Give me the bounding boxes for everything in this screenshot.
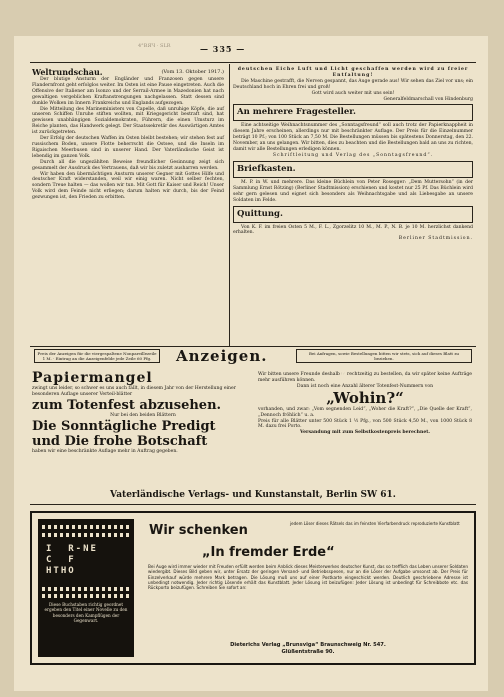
book-title: „In fremder Erde“ — [202, 545, 335, 560]
wohin-text: Preis für alle Blätter unter 500 Stück 1 ½ Pfg., von 500 Stück 4,50 M., von 1000 Stück 8 M. dazu frei Porto. — [258, 418, 472, 430]
article-paragraph: Der blutige Ansturm der Engländer und Franzosen gegen unsere Flandernfront geht erfolglos weiter. Im Osten ist eine Pause eingetreten. Auch die Offensive der Italiener am Isonzo und der Serrail-Armee in Mazedonien hat nach gewaltigen vergeblichen Kraftanstrengungen nachgelassen. Statt dessen sind dunkle Wolken im Innern Frankreichs und Englands aufgezogen. — [32, 77, 224, 106]
reference-box: Bei Anfragen, sowie Bestellungen bitten wir stets, sich auf dieses Blatt zu beziehen. — [296, 349, 472, 363]
wir-schenken-heading: Wir schenken — [149, 523, 248, 538]
verlag-line: Vaterländische Verlags- und Kunstanstalt, Berlin SW 61. — [110, 490, 396, 500]
article-date: (Vom 13. Oktober 1917.) — [161, 69, 224, 75]
decorative-strip — [42, 525, 130, 529]
papiermangel-ad — [32, 370, 254, 455]
article-paragraph: Wir haben den übermächtigen Ansturm unserer Gegner mit Gottes Hilfe und deutscher Kraft widerstanden, weil wir einig waren. Nicht selber fechten, sondern Treue halten — das wollen wir tun. Mit Gott für Kaiser und Reich! Unser Volk wird dem Feinde nicht erliegen; darum halten wir durch, bis der Feind gezwungen ist, den Frieden zu erbitten. — [32, 171, 224, 201]
puzzle-line: HTHO — [46, 566, 76, 576]
puzzle-instructions: Diese Buchstaben richtig geordnet ergeben den Titel einer Novelle zu den besonders den Kampflügen der Gegenwart. — [44, 602, 128, 624]
wohin-text: Versandung mit zum Selbstkostenpreis berechnet. — [299, 430, 431, 436]
puzzle-advertisement — [30, 511, 476, 665]
quittung-sign: Berliner Stadtmission. — [398, 236, 473, 242]
puzzle-line: I R-NE — [46, 544, 98, 554]
article-paragraph: Durch all die ungezählten Beweise freundlicher Gesinnung zeigt sich gesammelt der Ausdruck des Vertrauens, daß wir bis zuletzt ausharren werden. — [32, 159, 224, 171]
puzzle-panel — [38, 519, 134, 657]
briefkasten-title: Briefkasten. — [237, 163, 296, 174]
botschaft-heading: und Die frohe Botschaft — [32, 433, 208, 449]
publisher-address: Glüßentstraße 90. — [281, 648, 335, 655]
price-box: Preis der Anzeigen für die viergespaltene Nonpareillezeile 1 M. · Eintrag an die Anzeigenfelde jede Zeile 60 Pfg. — [34, 349, 160, 363]
publisher-name: Dieterichs Verlag „Brunsviga“ Braunschweig Nr. 547. — [230, 642, 386, 648]
briefkasten-text: M. P. in W. und mehrere. Das kleine Büchlein von Peter Rosegger: „Dem Muttersohn“ (in der Sammlung Ernst Rötzing) (Berliner Stadtmission) erschienen und kostet nur 25 Pf. Das Büchlein wird sehr gern gelesen und eignet sich besonders als Weihnachtsgabe und als Liebesgabe an unsere Soldaten im Felde. — [233, 179, 473, 203]
verlag-rule — [30, 504, 476, 505]
anzeigen-heading: Anzeigen. — [176, 347, 268, 365]
decorative-strip — [42, 587, 130, 591]
hindenburg-text: Die Maschine gestrafft, die Nerven gespannt, das Auge gerade aus! Wir sehen das Ziel vor uns; ein Deutschland hoch in Ehren frei und groß! — [233, 78, 473, 90]
papiermangel-text: zwingt uns leider, so schwer es uns auch fällt, in diesem Jahr von der Herstellung einer besonderen Auflage unserer Verteil-blätter — [32, 386, 236, 397]
wohin-text: vorhanden, und zwar: „Vom segnenden Leid“, „Woher die Kraft?“, „Die Quelle der Kraft“, „Dennoch fröhlich“ u. a. — [258, 406, 472, 418]
wohin-ad — [258, 372, 472, 436]
ad-body — [148, 564, 468, 590]
article-title: Weltrundschau. — [32, 67, 103, 77]
wohin-text: Wir bitten unsere Freunde deshalb ☞ rechtzeitig zu bestellen, da wir später keine Aufträge mehr ausführen können. — [258, 372, 472, 383]
hindenburg-text: Gott wird auch weiter mit uns sein! — [311, 90, 395, 96]
weltrundschau-article — [32, 67, 224, 345]
decorative-strip — [42, 533, 130, 537]
wohin-heading: „Wohin?“ — [326, 388, 404, 407]
fragesteller-text: Eine achtseitige Weihnachtsnummer des „Sonntagsfreund“ soll auch trotz der Papierknappheit in diesem Jahre erscheinen, allerdings nur mit beschränkter Auflage. Der Preis für die Einzelnummer beträgt 10 Pf.; von 100 Stück an 7,50 M. Die Bestellungen müssen bis spätestens Donnerstag, den 22. November, an uns gelangen. Wir bitten, dies zu beachten und die Bestellungen bald an uns zu richten, damit wir alle Bestellungen erledigen können. — [233, 123, 473, 153]
page-number: — 335 — — [200, 44, 246, 54]
quittung-box — [233, 206, 473, 223]
hindenburg-signature: Generalfeldmarschall von Hindenburg — [383, 96, 473, 102]
papiermangel-heading: Papiermangel — [32, 370, 153, 386]
quittung-text: Von K. F. im freien Osten 5 M., F. L., Zgorzelitz 10 M., M. P., N. B. je 10 M. herzlichst dankend erhalten. — [233, 224, 473, 236]
puzzle-letters — [46, 544, 98, 577]
ad-body-text: Bei Auge wird immer wieder mit Freuden erfüllt werden beim Anblick dieses Meisterwerkes deutscher Kunst, das so trefflich das Leben unserer Soldaten wiedergibt. Dieses Bild geben wir, unter Ersatz der geringen Versand- und Betriebsspesen, nur an die Löser der Aufgabe umsonst ab. Der Preis für Einzelverkauf würde mehrere Mark betragen. Die Lösung muß uns auf einer Postkarte eingeschickt werden. Deutlich geschriebene Adresse ist unbedingt notwendig. Jeder richtig Lösende erhält das Kunstblatt. Jeder Lösung ist beizufügen: — [148, 564, 468, 585]
totenfest-heading: zum Totenfest abzusehen. — [32, 397, 222, 413]
article-paragraph: Der Erfolg der deutschen Waffen im Osten bleibt bestehen; wir stehen fest auf russischem Boden, unsere Flotte beherrscht die Ostsee, und die Inseln im Rigaischen Meerbusen sind in unserer Hand. Der Vaterländische Geist ist lebendig im ganzen Volk. — [32, 136, 224, 159]
predigt-note: haben wir eine beschränkte Auflage mehr in Auftrag gegeben. — [32, 448, 178, 454]
briefkasten-box — [233, 161, 473, 178]
publisher-info — [148, 642, 468, 655]
top-rule — [30, 62, 476, 63]
fragesteller-sign: Schriftleitung und Verlag des „Sonntagsfreund“. — [272, 152, 434, 158]
decorative-strip — [42, 594, 130, 598]
prize-description: jedem Löser dieses Rätsels das im feinsten Vierfarbendruck reproduzierte Kunstblatt — [290, 521, 460, 526]
quittung-title: Quittung. — [237, 208, 283, 219]
wohin-text: Dann ist noch eine Anzahl älterer Totenfest-Nummern von — [296, 383, 434, 389]
right-column — [233, 67, 473, 242]
fragesteller-title: An mehrere Fragesteller. — [237, 107, 356, 118]
hindenburg-text: deutschen Eiche Luft und Licht geschaffen werden wird zu freier Entfaltung! — [237, 67, 469, 78]
fragesteller-box — [233, 104, 473, 121]
library-stamp: 4°ВЯЧ · SLR — [138, 43, 171, 49]
column-divider — [229, 64, 230, 346]
ad-note: Jeder Lösung ist unbedingt für Schreibbote etc. das Rückporto beizufügen. Schreiben Sie sofort an: — [148, 579, 468, 591]
nur-noch-text: Nur bei den beiden Blättern — [110, 412, 176, 418]
predigt-heading: Die Sonntägliche Predigt — [32, 418, 216, 434]
puzzle-line: C F — [46, 555, 76, 565]
article-paragraph: Die Mitteilung des Marineministers von Capelle, daß unruhige Köpfe, die auf unseren Schiffen Unruhe stiften wollten, mit Kriegsgericht bestraft sind, hat gewissen unabhängigen Sozialdemokraten, Führern, die einen Umsturz im Reiche planten, das Handwerk gelegt. Der Staatssekretär des Auswärtigen Amtes ist zurückgetreten. — [32, 106, 224, 136]
